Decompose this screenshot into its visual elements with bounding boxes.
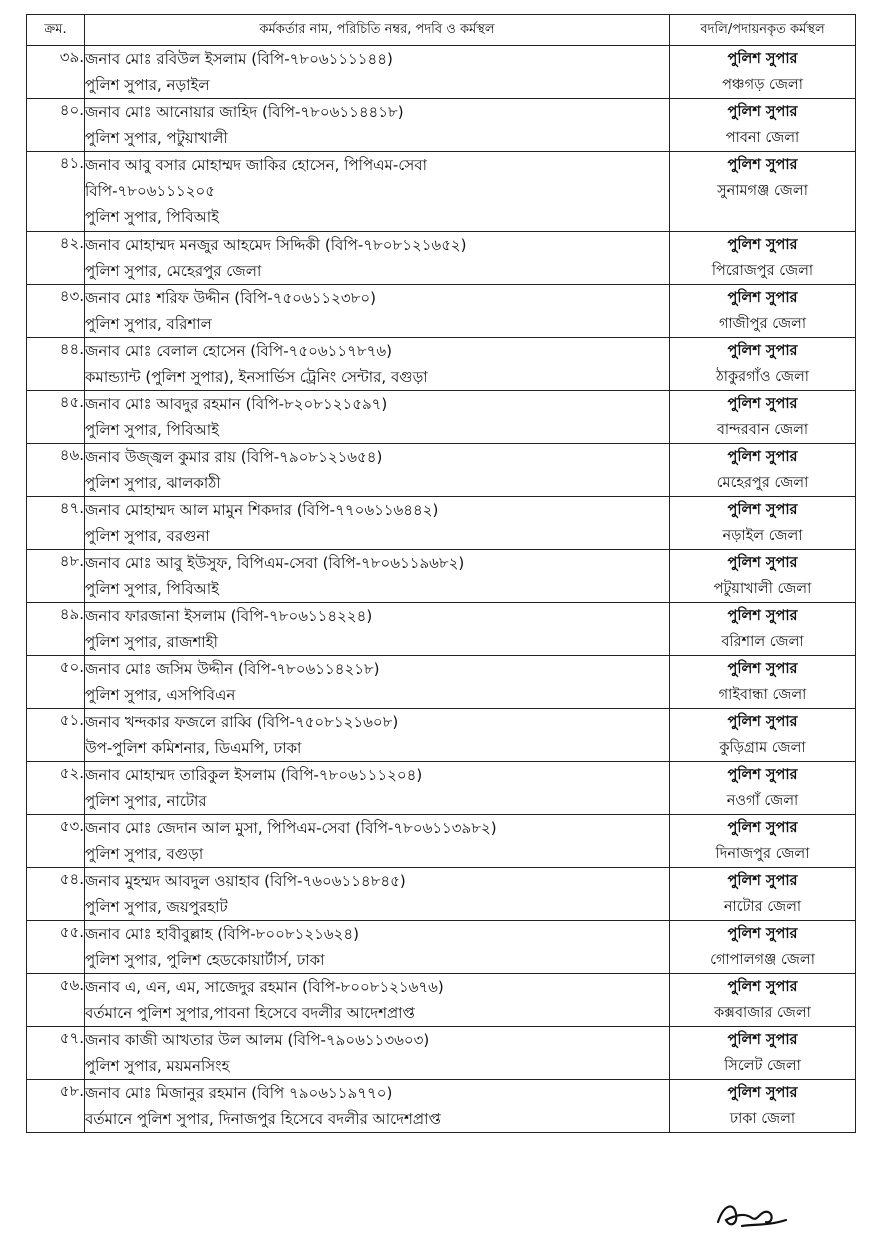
posting-district: পাবনা জেলা [725, 130, 800, 146]
header-officer-details: কর্মকর্তার নাম, পরিচিতি নম্বর, পদবি ও কর্মস্থল [85, 15, 670, 46]
new-posting [670, 603, 856, 656]
officer-info-line: পুলিশ সুপার, বরিশাল [85, 315, 212, 333]
serial-number: ৪১. [27, 152, 85, 232]
officer-name-line: জনাব মোঃ জসিম উদ্দীন (বিপি-৭৮০৬১১৪২১৮) [85, 660, 380, 678]
new-posting [670, 921, 856, 974]
serial-number: ৪৭. [27, 497, 85, 550]
serial-number: ৩৯. [27, 46, 85, 99]
officer-info-line: পুলিশ সুপার, নড়াইল [85, 76, 210, 94]
officer-name-line: জনাব মোঃ আবু ইউসুফ, বিপিএম-সেবা (বিপি-৭৮০৬১১৯৬৮২) [85, 554, 465, 572]
officer-info-line: পুলিশ সুপার, রাজশাহী [85, 633, 218, 651]
officer-details [85, 709, 670, 762]
serial-number: ৫৪. [27, 868, 85, 921]
new-posting [670, 974, 856, 1027]
officer-details [85, 550, 670, 603]
posting-designation: পুলিশ সুপার [727, 873, 798, 889]
table-row [27, 338, 856, 391]
officer-info-line: পুলিশ সুপার, পুলিশ হেডকোয়ার্টার্স, ঢাকা [85, 951, 325, 969]
new-posting [670, 762, 856, 815]
serial-number: ৪৮. [27, 550, 85, 603]
serial-number: ৫৩. [27, 815, 85, 868]
new-posting [670, 46, 856, 99]
posting-designation: পুলিশ সুপার [727, 237, 798, 253]
serial-number: ৪৪. [27, 338, 85, 391]
new-posting [670, 709, 856, 762]
posting-designation: পুলিশ সুপার [727, 661, 798, 677]
new-posting [670, 444, 856, 497]
officer-name-line: জনাব ফারজানা ইসলাম (বিপি-৭৮০৬১১৪২২৪) [85, 607, 373, 625]
officer-name-line: জনাব মোঃ হাবীবুল্লাহ (বিপি-৮০০৮১২১৬২৪) [85, 925, 359, 943]
posting-designation: পুলিশ সুপার [727, 104, 798, 120]
posting-district: গোপালগঞ্জ জেলা [710, 952, 815, 968]
posting-district: ঢাকা জেলা [729, 1111, 796, 1127]
posting-designation: পুলিশ সুপার [727, 157, 798, 173]
officer-details [85, 921, 670, 974]
posting-designation: পুলিশ সুপার [727, 555, 798, 571]
posting-designation: পুলিশ সুপার [727, 396, 798, 412]
officer-details [85, 232, 670, 285]
header-new-posting: বদলি/পদায়নকৃত কর্মস্থল [670, 15, 856, 46]
header-serial: ক্রম. [27, 15, 85, 46]
officer-details [85, 444, 670, 497]
officer-info-line: পুলিশ সুপার, পিবিআই [85, 421, 219, 439]
officer-name-line: জনাব খন্দকার ফজলে রাব্বি (বিপি-৭৫০৮১২১৬০৮) [85, 713, 399, 731]
posting-district: নড়াইল জেলা [722, 528, 803, 544]
new-posting [670, 99, 856, 152]
officer-info-line: পুলিশ সুপার, ময়মনসিংহ [85, 1057, 230, 1075]
table-row [27, 603, 856, 656]
serial-number: ৪৫. [27, 391, 85, 444]
posting-designation: পুলিশ সুপার [727, 1085, 798, 1101]
posting-designation: পুলিশ সুপার [727, 343, 798, 359]
officer-details [85, 338, 670, 391]
officer-name-line: জনাব মোঃ আবদুর রহমান (বিপি-৮২০৮১২১৫৯৭) [85, 395, 388, 413]
officer-info-line: পুলিশ সুপার, বরগুনা [85, 527, 210, 545]
officer-info-line: পুলিশ সুপার, পিবিআই [85, 208, 219, 226]
serial-number: ৪২. [27, 232, 85, 285]
posting-designation: পুলিশ সুপার [727, 1032, 798, 1048]
signature-mark [712, 1196, 792, 1234]
posting-district: সুনামগঞ্জ জেলা [717, 183, 808, 199]
table-row [27, 444, 856, 497]
posting-district: দিনাজপুর জেলা [715, 846, 810, 862]
officer-details [85, 1027, 670, 1080]
officer-name-line: জনাব মোহাম্মদ মনজুর আহমেদ সিদ্দিকী (বিপি-৭৮০৮১২১৬৫২) [85, 236, 467, 254]
posting-district: গাজীপুর জেলা [718, 316, 807, 332]
table-header-row [27, 15, 856, 46]
officer-details [85, 46, 670, 99]
officer-info-line: বর্তমানে পুলিশ সুপার, দিনাজপুর হিসেবে বদলীর আদেশপ্রাপ্ত [85, 1110, 441, 1128]
new-posting [670, 550, 856, 603]
officer-info-line: বর্তমানে পুলিশ সুপার,পাবনা হিসেবে বদলীর আদেশপ্রাপ্ত [85, 1004, 415, 1022]
serial-number: ৫৭. [27, 1027, 85, 1080]
officer-name-line: জনাব মোঃ জেদান আল মুসা, পিপিএম-সেবা (বিপি-৭৮০৬১১৩৯৮২) [85, 819, 497, 837]
officer-info-line: পুলিশ সুপার, বগুড়া [85, 845, 204, 863]
officer-info-line: পুলিশ সুপার, মেহেরপুর জেলা [85, 262, 262, 280]
table-row [27, 762, 856, 815]
table-row [27, 709, 856, 762]
table-row [27, 974, 856, 1027]
new-posting [670, 152, 856, 232]
posting-designation: পুলিশ সুপার [727, 926, 798, 942]
officer-info-line: বিপি-৭৮০৬১১১২০৫ [85, 182, 215, 200]
officer-name-line: জনাব কাজী আখতার উল আলম (বিপি-৭৯০৬১১৩৬০৩) [85, 1031, 430, 1049]
new-posting [670, 285, 856, 338]
table-row [27, 815, 856, 868]
posting-district: পিরোজপুর জেলা [711, 263, 814, 279]
officer-name-line: জনাব মোঃ শরিফ উদ্দীন (বিপি-৭৫০৬১১২৩৮০) [85, 289, 376, 307]
officer-info-line: পুলিশ সুপার, জয়পুরহাট [85, 898, 228, 916]
posting-district: পঞ্চগড় জেলা [722, 77, 803, 93]
serial-number: ৫১. [27, 709, 85, 762]
table-row [27, 868, 856, 921]
posting-district: ঠাকুরগাঁও জেলা [716, 369, 809, 385]
officer-info-line: পুলিশ সুপার, পিবিআই [85, 580, 219, 598]
serial-number: ৪৬. [27, 444, 85, 497]
serial-number: ৪৯. [27, 603, 85, 656]
serial-number: ৫২. [27, 762, 85, 815]
posting-district: কক্সবাজার জেলা [714, 1005, 811, 1021]
officer-info-line: পুলিশ সুপার, পটুয়াখালী [85, 129, 228, 147]
officer-name-line: জনাব মোঃ আনোয়ার জাহিদ (বিপি-৭৮০৬১১৪৪১৮) [85, 103, 404, 121]
posting-district: বান্দরবান জেলা [716, 422, 809, 438]
serial-number: ৫৬. [27, 974, 85, 1027]
serial-number: ৫৮. [27, 1080, 85, 1133]
posting-designation: পুলিশ সুপার [727, 449, 798, 465]
officer-details [85, 99, 670, 152]
serial-number: ৪৩. [27, 285, 85, 338]
officer-name-line: জনাব মোহাম্মদ তারিকুল ইসলাম (বিপি-৭৮০৬১১১২০৪) [85, 766, 423, 784]
table-body [27, 46, 856, 1133]
posting-district: নওগাঁ জেলা [726, 793, 799, 809]
officer-details [85, 1080, 670, 1133]
posting-designation: পুলিশ সুপার [727, 608, 798, 624]
table-row [27, 99, 856, 152]
officer-details [85, 391, 670, 444]
posting-designation: পুলিশ সুপার [727, 290, 798, 306]
table-row [27, 921, 856, 974]
table-row [27, 232, 856, 285]
serial-number: ৫০. [27, 656, 85, 709]
officer-details [85, 497, 670, 550]
officer-info-line: উপ-পুলিশ কমিশনার, ডিএমপি, ঢাকা [85, 739, 302, 757]
officer-info-line: পুলিশ সুপার, এসপিবিএন [85, 686, 236, 704]
officer-info-line: পুলিশ সুপার, ঝালকাঠী [85, 474, 221, 492]
posting-designation: পুলিশ সুপার [727, 502, 798, 518]
officer-details [85, 603, 670, 656]
officer-name-line: জনাব উজ্জ্বল কুমার রায় (বিপি-৭৯০৮১২১৬৫৪) [85, 448, 383, 466]
officer-details [85, 815, 670, 868]
officer-info-line: পুলিশ সুপার, নাটোর [85, 792, 207, 810]
posting-district: নাটোর জেলা [723, 899, 802, 915]
table-row [27, 550, 856, 603]
posting-table [26, 14, 856, 1133]
serial-number: ৫৫. [27, 921, 85, 974]
officer-details [85, 656, 670, 709]
posting-designation: পুলিশ সুপার [727, 767, 798, 783]
serial-number: ৪০. [27, 99, 85, 152]
table-row [27, 1080, 856, 1133]
table-row [27, 391, 856, 444]
officer-name-line: জনাব মোহাম্মদ আল মামুন শিকদার (বিপি-৭৭০৬১১৬৪৪২) [85, 501, 439, 519]
table-row [27, 46, 856, 99]
new-posting [670, 391, 856, 444]
officer-details [85, 868, 670, 921]
new-posting [670, 1027, 856, 1080]
posting-district: মেহেরপুর জেলা [716, 475, 809, 491]
officer-name-line: জনাব মোঃ রবিউল ইসলাম (বিপি-৭৮০৬১১১১৪৪) [85, 50, 393, 68]
posting-district: পটুয়াখালী জেলা [713, 581, 812, 597]
table-row [27, 285, 856, 338]
new-posting [670, 656, 856, 709]
posting-designation: পুলিশ সুপার [727, 51, 798, 67]
table-row [27, 656, 856, 709]
officer-details [85, 762, 670, 815]
officer-details [85, 285, 670, 338]
posting-designation: পুলিশ সুপার [727, 979, 798, 995]
new-posting [670, 232, 856, 285]
new-posting [670, 1080, 856, 1133]
new-posting [670, 815, 856, 868]
officer-details [85, 974, 670, 1027]
officer-name-line: জনাব আবু বসার মোহাম্মদ জাকির হোসেন, পিপিএম-সেবা [85, 156, 427, 174]
posting-district: কুড়িগ্রাম জেলা [719, 740, 806, 756]
table-row [27, 497, 856, 550]
new-posting [670, 868, 856, 921]
table-row [27, 1027, 856, 1080]
officer-details [85, 152, 670, 232]
officer-name-line: জনাব এ, এন, এম, সাজেদুর রহমান (বিপি-৮০০৮১২১৬৭৬) [85, 978, 444, 996]
officer-name-line: জনাব মুহম্মদ আবদুল ওয়াহাব (বিপি-৭৬০৬১১৪৮৪৫) [85, 872, 406, 890]
table-row [27, 152, 856, 232]
new-posting [670, 497, 856, 550]
new-posting [670, 338, 856, 391]
posting-designation: পুলিশ সুপার [727, 820, 798, 836]
posting-designation: পুলিশ সুপার [727, 714, 798, 730]
officer-name-line: জনাব মোঃ বেলাল হোসেন (বিপি-৭৫০৬১১৭৮৭৬) [85, 342, 392, 360]
posting-district: গাইবান্ধা জেলা [718, 687, 807, 703]
officer-info-line: কমান্ড্যান্ট (পুলিশ সুপার), ইনসার্ভিস ট্রেনিং সেন্টার, বগুড়া [85, 368, 428, 386]
posting-district: সিলেট জেলা [724, 1058, 801, 1074]
officer-name-line: জনাব মোঃ মিজানুর রহমান (বিপি ৭৯০৬১১৯৭৭০) [85, 1084, 393, 1102]
posting-district: বরিশাল জেলা [721, 634, 804, 650]
